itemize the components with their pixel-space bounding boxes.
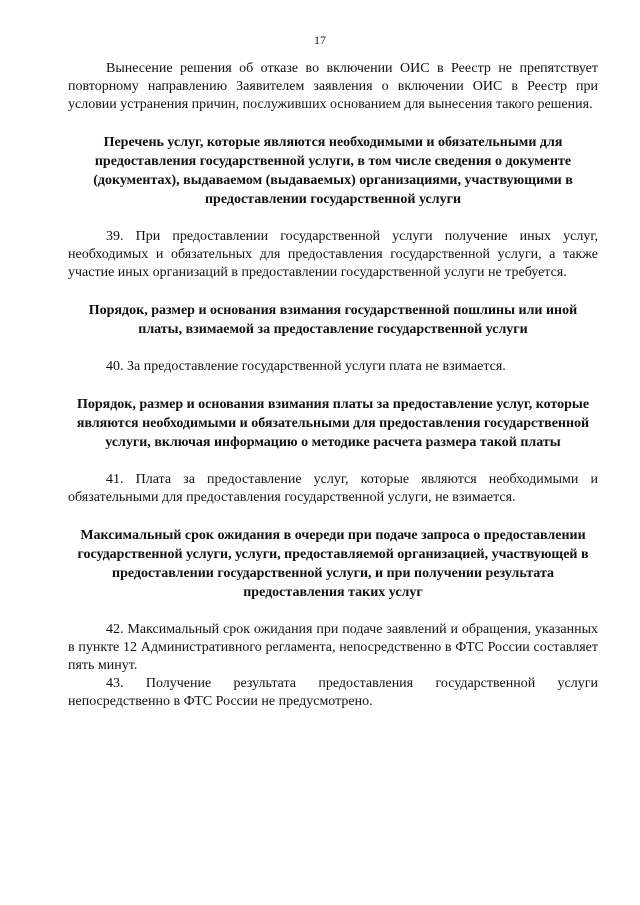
heading-state-fee: Порядок, размер и основания взимания государственной пошлины или иной платы, взимаемой за предоставление государственной услуги (88, 303, 578, 337)
paragraph-intro: Вынесение решения об отказе во включении ОИС в Реестр не препятствует повторному направлению Заявителем заявления о включении ОИС в Реестр при условии устранения причин, послуживших основанием для вынесения такого решения. (68, 61, 598, 112)
paragraph-43: 43. Получение результата предоставления государственной услуги непосредственно в ФТС России не предусмотрено. (68, 676, 598, 709)
page-number: 17 (314, 33, 326, 47)
paragraph-39: 39. При предоставлении государственной услуги получение иных услуг, необходимых и обязательных для предоставления государственной услуги, а также участие иных организаций в предоставлении государственной услуги не требуется. (68, 229, 598, 280)
paragraph-42: 42. Максимальный срок ожидания при подаче заявлений и обращения, указанных в пункте 12 Административного регламента, непосредственно в ФТС России составляет пять минут. (68, 622, 598, 673)
heading-waiting-time: Максимальный срок ожидания в очереди при подаче запроса о предоставлении государственной услуги, услуги, предоставляемой организацией, участвующей в предоставлении государственной услуги, и при получении результата предоставления таких услуг (77, 528, 589, 600)
page-content (68, 60, 598, 711)
heading-services-fee: Порядок, размер и основания взимания платы за предоставление услуг, которые являются необходимыми и обязательными для предоставления государственной услуги, включая информацию о методике расчета размера такой платы (76, 397, 590, 450)
paragraph-41: 41. Плата за предоставление услуг, которые являются необходимыми и обязательными для предоставления государственной услуги, не взимается. (68, 472, 598, 505)
paragraph-40: 40. За предоставление государственной услуги плата не взимается. (106, 359, 506, 374)
heading-services-list: Перечень услуг, которые являются необходимыми и обязательными для предоставления государственной услуги, в том числе сведения о документе (документах), выдаваемом (выдаваемых) организациями, участвующими в предоставлении государственной услуги (93, 135, 573, 207)
